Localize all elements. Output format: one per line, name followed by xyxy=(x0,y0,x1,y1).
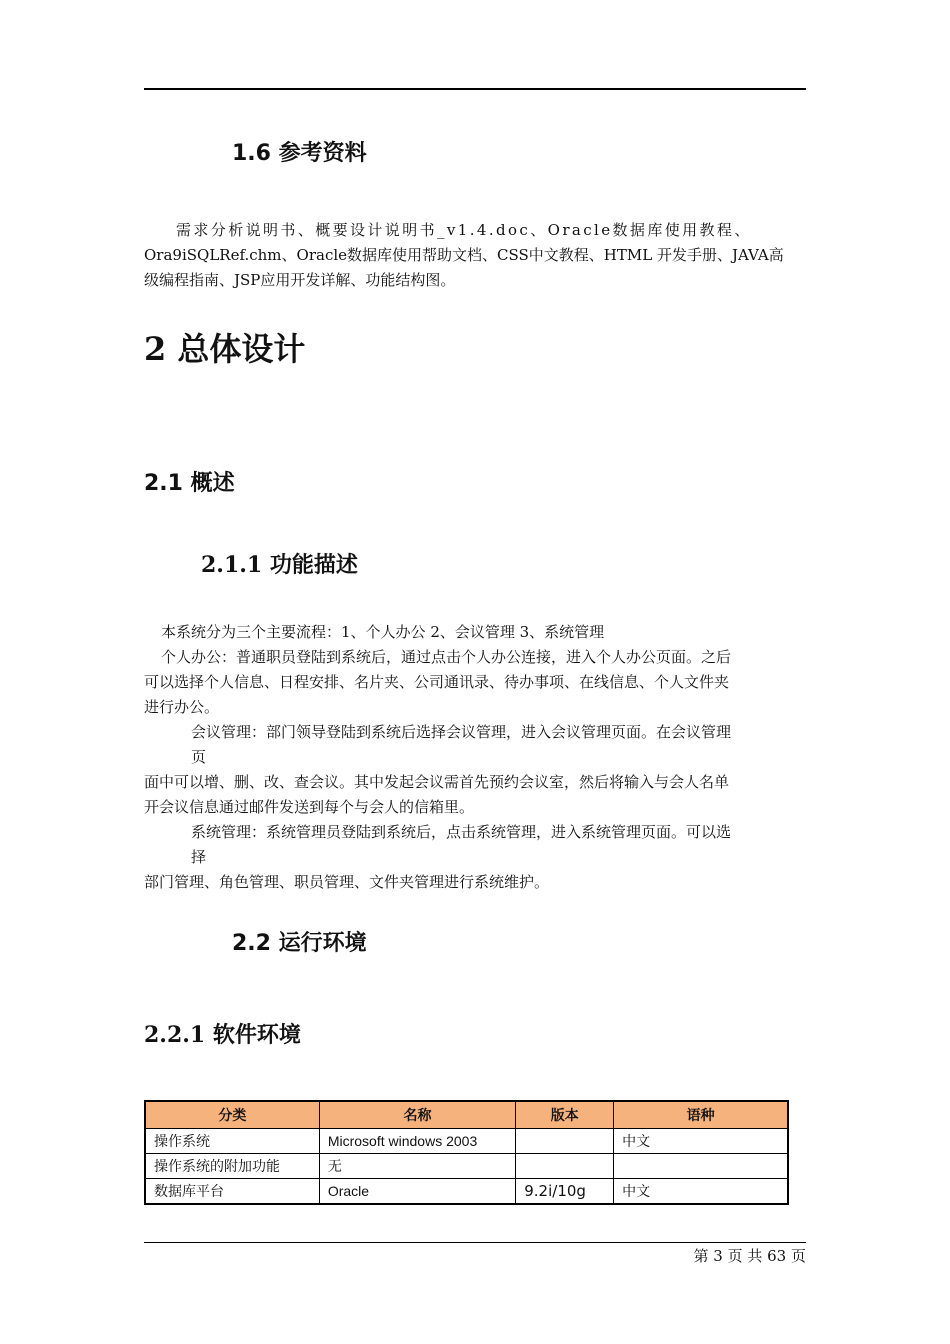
function-desc-line-4: 进行办公。 xyxy=(144,698,220,716)
cell-name: Oracle xyxy=(319,1179,515,1205)
table-row xyxy=(145,1154,788,1179)
function-desc-line-2: 个人办公：普通职员登陆到系统后，通过点击个人办公连接，进入个人办公页面。之后 xyxy=(161,648,732,666)
chapter-2-heading: 2 总体设计 xyxy=(144,330,306,368)
function-desc-line-7: 面中可以增、删、改、查会议。其中发起会议需首先预约会议室，然后将输入与会人名单 xyxy=(144,773,730,791)
section-2-1-heading: 2.1 概述 xyxy=(144,471,235,496)
function-desc-line-6: 页 xyxy=(191,748,207,766)
section-1-6-heading: 1.6 参考资料 xyxy=(232,141,367,166)
software-environment-table xyxy=(144,1100,789,1205)
cell-category: 操作系统的附加功能 xyxy=(145,1154,319,1179)
table-row xyxy=(145,1179,788,1205)
section-2-1-1-heading: 2.1.1 功能描述 xyxy=(201,552,358,578)
header-rule xyxy=(144,88,806,90)
function-desc-line-8: 开会议信息通过邮件发送到每个与会人的信箱里。 xyxy=(144,798,475,816)
cell-language: 中文 xyxy=(614,1179,788,1205)
table-row xyxy=(145,1129,788,1154)
table-header-row xyxy=(145,1101,788,1129)
function-desc-line-3: 可以选择个人信息、日程安排、名片夹、公司通讯录、待办事项、在线信息、个人文件夹 xyxy=(144,673,730,691)
footer-rule xyxy=(144,1242,806,1243)
function-desc-line-5: 会议管理：部门领导登陆到系统后选择会议管理，进入会议管理页面。在会议管理 xyxy=(191,723,732,741)
cell-language: 中文 xyxy=(614,1129,788,1154)
column-header-category: 分类 xyxy=(145,1101,319,1129)
column-header-version: 版本 xyxy=(516,1101,614,1129)
function-desc-line-11: 部门管理、角色管理、职员管理、文件夹管理进行系统维护。 xyxy=(144,873,550,891)
cell-name: 无 xyxy=(319,1154,515,1179)
references-line-2: Ora9iSQLRef.chm、Oracle数据库使用帮助文档、CSS中文教程、HTML 开发手册、JAVA高 xyxy=(144,246,784,264)
section-2-2-heading: 2.2 运行环境 xyxy=(232,931,367,956)
column-header-name: 名称 xyxy=(319,1101,515,1129)
section-2-2-1-heading: 2.2.1 软件环境 xyxy=(144,1022,301,1048)
cell-category: 数据库平台 xyxy=(145,1179,319,1205)
column-header-language: 语种 xyxy=(614,1101,788,1129)
cell-version xyxy=(516,1129,614,1154)
cell-language xyxy=(614,1154,788,1179)
function-desc-line-9: 系统管理：系统管理员登陆到系统后，点击系统管理，进入系统管理页面。可以选 xyxy=(191,823,732,841)
cell-category: 操作系统 xyxy=(145,1129,319,1154)
references-line-3: 级编程指南、JSP应用开发详解、功能结构图。 xyxy=(144,271,456,289)
cell-name: Microsoft windows 2003 xyxy=(319,1129,515,1154)
cell-version xyxy=(516,1154,614,1179)
function-desc-line-1: 本系统分为三个主要流程：1、个人办公 2、会议管理 3、系统管理 xyxy=(161,623,605,641)
cell-version: 9.2i/10g xyxy=(516,1179,614,1205)
page-number-footer: 第 3 页 共 63 页 xyxy=(693,1247,806,1265)
function-desc-line-10: 择 xyxy=(191,848,207,866)
references-line-1: 需求分析说明书、概要设计说明书_v1.4.doc、Oracle数据库使用教程、 xyxy=(176,221,752,239)
